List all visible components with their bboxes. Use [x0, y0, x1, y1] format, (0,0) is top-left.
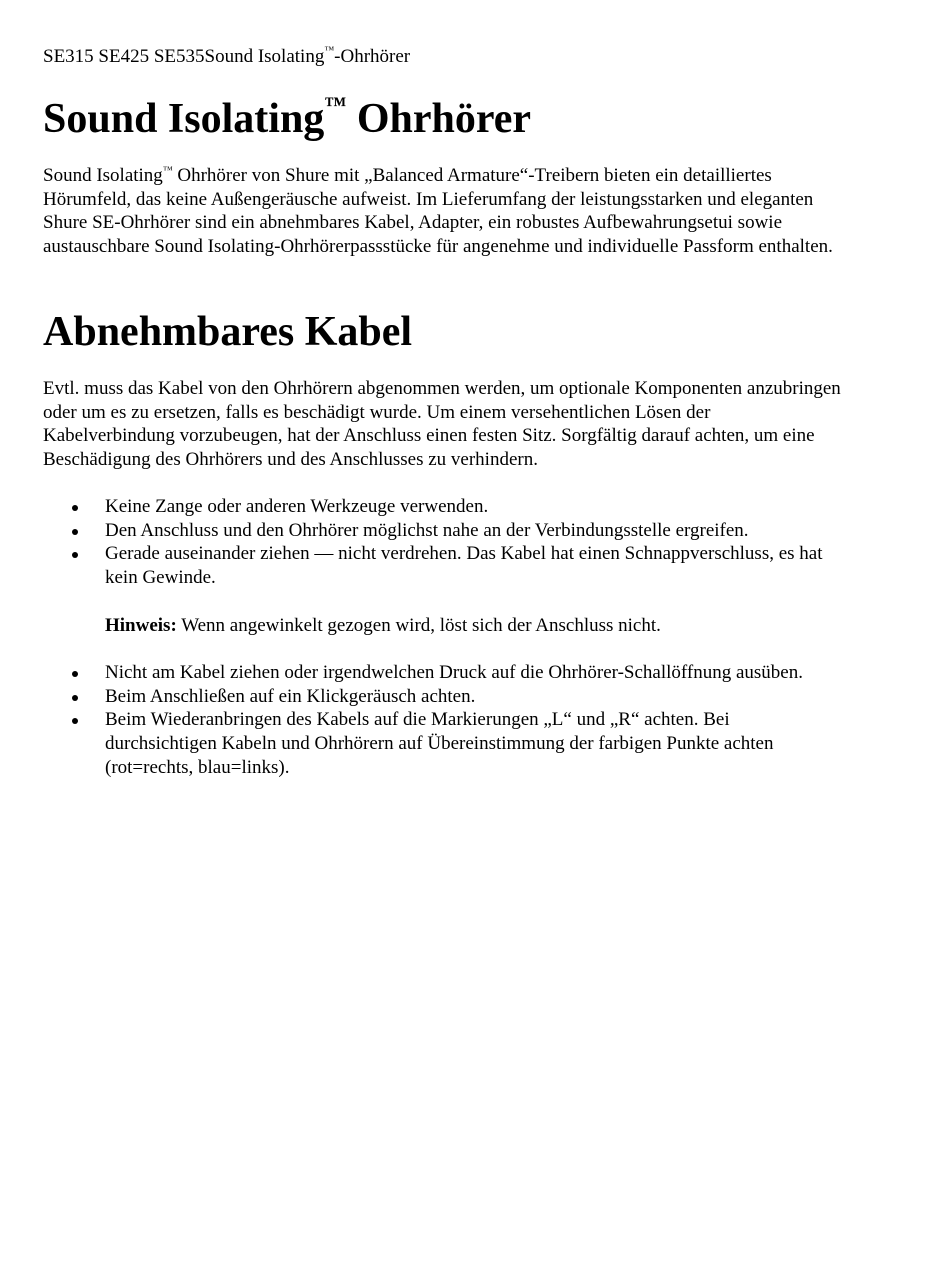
note-text: Wenn angewinkelt gezogen wird, löst sich der Anschluss nicht. [176, 615, 661, 636]
list-item-text: Den Anschluss und den Ohrhörer möglichst nahe an der Verbindungsstelle ergreifen. [105, 519, 749, 541]
intro-start: Sound Isolating [43, 165, 163, 186]
list-item [43, 661, 843, 685]
header-suffix: -Ohrhörer [334, 46, 411, 67]
list-item [43, 542, 843, 589]
bullet-icon [72, 552, 78, 558]
cable-paragraph: Evtl. muss das Kabel von den Ohrhörern abgenommen werden, um optionale Komponenten anzubringen oder um es zu ersetzen, falls es beschädigt wurde. Um einem versehentlichen Lösen der Kabelverbindung vorzubeugen, hat der Anschluss einen festen Sitz. Sorgfältig darauf achten, um eine Beschädigung des Ohrhörers und des Anschlusses zu verhindern. [43, 378, 841, 471]
title-trademark: ™ [324, 92, 347, 117]
list-item-text: Keine Zange oder anderen Werkzeuge verwenden. [105, 496, 489, 517]
note [105, 614, 845, 638]
bullet-icon [72, 718, 78, 724]
bullet-list-1 [43, 495, 843, 590]
page-title [43, 92, 532, 143]
bullet-icon [72, 529, 78, 535]
intro-trademark: ™ [162, 165, 173, 176]
header-models: SE315 SE425 SE535Sound Isolating [43, 46, 325, 67]
bullet-icon [72, 505, 78, 511]
list-item [43, 519, 843, 543]
list-item-text: Nicht am Kabel ziehen oder irgendwelchen Druck auf die Ohrhörer-Schallöffnung ausüben. [105, 662, 803, 683]
title-main: Sound Isolating [43, 96, 325, 142]
list-item-text: Gerade auseinander ziehen — nicht verdrehen. Das Kabel hat einen Schnappverschluss, es hat kein Gewinde. [105, 543, 823, 589]
bullet-icon [72, 671, 78, 677]
intro-paragraph [43, 164, 843, 259]
cable-heading: Abnehmbares Kabel [43, 309, 413, 355]
bullet-icon [72, 695, 78, 701]
list-item [43, 685, 843, 709]
list-item-text: Beim Wiederanbringen des Kabels auf die Markierungen „L“ und „R“ achten. Bei durchsichtigen Kabeln und Ohrhörern auf Übereinstimmung der farbigen Punkte achten (rot=rechts, blau=links). [105, 709, 774, 778]
page-header [43, 45, 410, 69]
intro-text: Ohrhörer von Shure mit „Balanced Armature“-Treibern bieten ein detailliertes Hörumfeld, das keine Außengeräusche aufweist. Im Lieferumfang der leistungsstarken und eleganten Shure SE-Ohrhörer sind ein abnehmbares Kabel, Adapter, ein robustes Aufbewahrungsetui sowie austauschbare Sound Isolating-Ohrhörerpassstücke für angenehme und individuelle Passform enthalten. [43, 165, 833, 258]
bullet-list-2 [43, 661, 843, 780]
list-item [43, 708, 843, 779]
list-item-text: Beim Anschließen auf ein Klickgeräusch achten. [105, 685, 476, 707]
header-trademark: ™ [324, 45, 335, 56]
list-item [43, 495, 843, 519]
note-label: Hinweis: [105, 615, 177, 636]
title-rest: Ohrhörer [346, 96, 532, 142]
